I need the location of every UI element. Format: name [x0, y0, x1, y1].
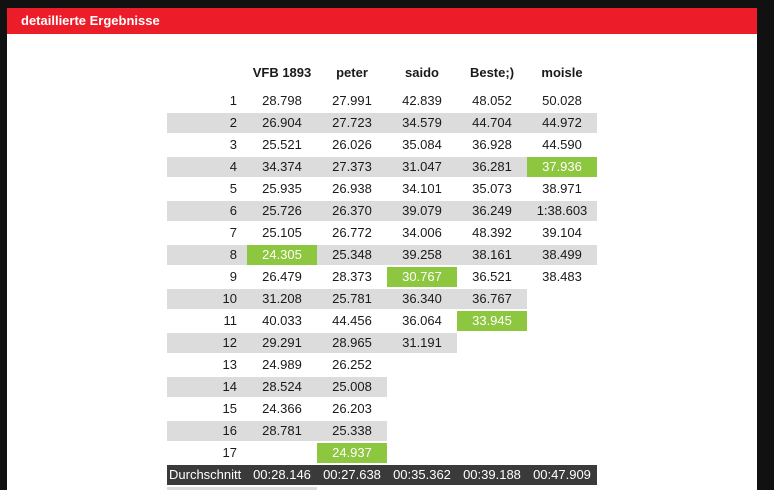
row-index: 12	[167, 333, 247, 353]
time-cell: 48.052	[472, 93, 512, 108]
row-index: 6	[167, 201, 247, 221]
time-cell: 28.781	[247, 421, 317, 441]
time-cell: 29.291	[247, 333, 317, 353]
time-cell: 28.373	[332, 269, 372, 284]
time-cell: 31.191	[387, 333, 457, 353]
time-cell: 27.991	[332, 93, 372, 108]
time-cell: 26.252	[332, 357, 372, 372]
time-cell: 44.456	[332, 313, 372, 328]
column-header-peter: peter	[336, 65, 368, 80]
time-cell: 34.579	[387, 113, 457, 133]
average-value-moisle: 00:47.909	[533, 467, 591, 482]
time-cell	[457, 421, 527, 441]
average-value-saido: 00:35.362	[393, 467, 451, 482]
best-time-cell: 30.767	[387, 267, 457, 287]
time-cell: 31.047	[387, 157, 457, 177]
table-row	[167, 399, 597, 419]
row-index: 1	[229, 93, 237, 108]
time-cell: 24.989	[262, 357, 302, 372]
content-panel	[7, 8, 757, 490]
time-cell: 34.006	[402, 225, 442, 240]
time-cell: 39.104	[542, 225, 582, 240]
time-cell	[527, 377, 597, 397]
titlebar	[7, 8, 757, 34]
time-cell	[387, 377, 457, 397]
time-cell: 39.079	[387, 201, 457, 221]
row-index: 11	[223, 313, 237, 328]
page-title: detaillierte Ergebnisse	[21, 13, 160, 28]
average-value-peter: 00:27.638	[323, 467, 381, 482]
time-cell: 24.366	[262, 401, 302, 416]
time-cell	[457, 355, 527, 375]
time-cell	[457, 377, 527, 397]
time-cell: 28.524	[247, 377, 317, 397]
table-row	[167, 135, 597, 155]
table-header-row	[167, 63, 597, 83]
time-cell: 39.258	[387, 245, 457, 265]
row-index: 3	[229, 137, 237, 152]
time-cell	[527, 311, 597, 331]
row-index: 8	[167, 245, 247, 265]
table-row	[167, 443, 597, 463]
time-cell: 26.479	[262, 269, 302, 284]
index-column-header	[167, 63, 247, 83]
time-cell: 36.281	[457, 157, 527, 177]
row-index: 7	[229, 225, 237, 240]
time-cell: 28.965	[317, 333, 387, 353]
time-cell	[247, 443, 317, 463]
time-cell	[387, 443, 457, 463]
time-cell: 25.935	[262, 181, 302, 196]
time-cell: 31.208	[247, 289, 317, 309]
table-row	[167, 179, 597, 199]
time-cell: 25.781	[317, 289, 387, 309]
time-cell: 28.798	[262, 93, 302, 108]
time-cell: 50.028	[542, 93, 582, 108]
average-value-vfb-1893: 00:28.146	[253, 467, 311, 482]
best-time-cell: 37.936	[527, 157, 597, 177]
row-index: 17	[222, 445, 237, 460]
time-cell: 26.203	[332, 401, 372, 416]
time-cell: 36.928	[472, 137, 512, 152]
table-row	[167, 377, 597, 397]
time-cell: 38.499	[527, 245, 597, 265]
time-cell: 25.105	[262, 225, 302, 240]
time-cell: 38.161	[457, 245, 527, 265]
column-header-beste: Beste;)	[469, 65, 515, 80]
best-time-cell: 24.937	[317, 443, 387, 463]
best-time-cell: 33.945	[457, 311, 527, 331]
time-cell	[457, 443, 527, 463]
time-cell: 36.340	[387, 289, 457, 309]
column-header-vfb-1893: VFB 1893	[252, 65, 312, 80]
time-cell: 44.704	[457, 113, 527, 133]
time-cell: 36.064	[402, 313, 442, 328]
time-cell: 26.370	[317, 201, 387, 221]
row-index: 16	[167, 421, 247, 441]
row-index: 9	[229, 269, 237, 284]
time-cell	[387, 421, 457, 441]
time-cell: 36.767	[457, 289, 527, 309]
time-cell: 48.392	[472, 225, 512, 240]
time-cell	[387, 355, 457, 375]
time-cell: 25.348	[317, 245, 387, 265]
table-row	[167, 267, 597, 287]
time-cell: 38.971	[542, 181, 582, 196]
table-row	[167, 157, 597, 177]
time-cell: 25.521	[262, 137, 302, 152]
results-table	[167, 63, 597, 490]
table-row	[167, 421, 597, 441]
time-cell: 25.008	[317, 377, 387, 397]
best-time-cell: 24.305	[247, 245, 317, 265]
time-cell	[527, 355, 597, 375]
time-cell	[527, 289, 597, 309]
average-label: Durchschnitt	[169, 467, 242, 482]
table-row	[167, 91, 597, 111]
time-cell: 26.904	[247, 113, 317, 133]
table-row	[167, 311, 597, 331]
time-cell: 25.726	[247, 201, 317, 221]
average-row	[167, 465, 597, 485]
time-cell: 36.521	[472, 269, 512, 284]
time-cell: 26.772	[332, 225, 372, 240]
time-cell: 1:38.603	[527, 201, 597, 221]
time-cell	[457, 399, 527, 419]
table-row	[167, 355, 597, 375]
time-cell: 27.723	[317, 113, 387, 133]
time-cell	[387, 399, 457, 419]
average-value-beste: 00:39.188	[463, 467, 521, 482]
time-cell: 26.026	[332, 137, 372, 152]
table-row	[167, 333, 597, 353]
row-index: 2	[167, 113, 247, 133]
row-index: 15	[222, 401, 237, 416]
time-cell	[527, 443, 597, 463]
time-cell: 36.249	[457, 201, 527, 221]
row-index: 13	[222, 357, 237, 372]
time-cell	[527, 399, 597, 419]
time-cell: 26.938	[332, 181, 372, 196]
table-body	[167, 91, 597, 463]
time-cell	[527, 421, 597, 441]
time-cell: 35.084	[402, 137, 442, 152]
row-index: 4	[167, 157, 247, 177]
time-cell: 25.338	[317, 421, 387, 441]
table-row	[167, 113, 597, 133]
table-row	[167, 245, 597, 265]
time-cell: 40.033	[262, 313, 302, 328]
time-cell: 34.374	[247, 157, 317, 177]
time-cell: 42.839	[402, 93, 442, 108]
table-row	[167, 289, 597, 309]
row-index: 5	[229, 181, 237, 196]
row-index: 10	[167, 289, 247, 309]
column-header-moisle: moisle	[541, 65, 583, 80]
time-cell	[457, 333, 527, 353]
time-cell: 27.373	[317, 157, 387, 177]
time-cell: 44.972	[527, 113, 597, 133]
time-cell: 35.073	[472, 181, 512, 196]
table-row	[167, 201, 597, 221]
time-cell: 38.483	[542, 269, 582, 284]
row-index: 14	[167, 377, 247, 397]
table-row	[167, 223, 597, 243]
time-cell: 34.101	[402, 181, 442, 196]
time-cell	[527, 333, 597, 353]
time-cell: 44.590	[542, 137, 582, 152]
column-header-saido: saido	[405, 65, 439, 80]
